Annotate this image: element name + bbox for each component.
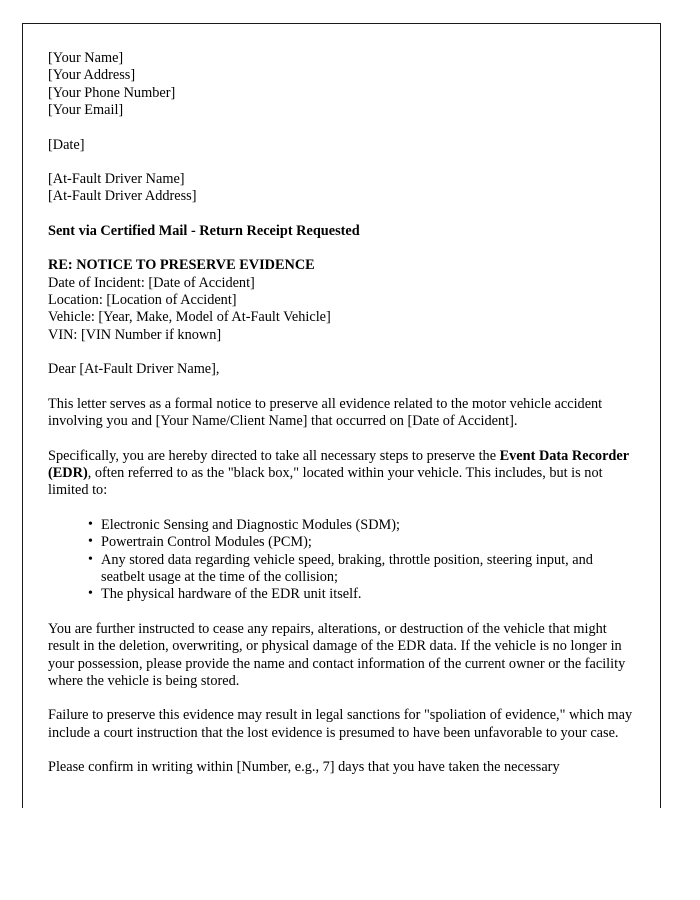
spacer xyxy=(48,379,636,396)
list-item: • Any stored data regarding vehicle speed, braking, throttle position, steering input, and seatbelt usage at the time of the collision; xyxy=(88,552,636,587)
recipient-address-block xyxy=(48,171,636,206)
list-item: • Electronic Sensing and Diagnostic Modules (SDM); xyxy=(88,517,636,534)
sender-phone: [Your Phone Number] xyxy=(48,84,176,101)
paragraph-spoliation-warning: Failure to preserve this evidence may result in legal sanctions for "spoliation of evidence," which may include a court instruction that the lost evidence is presumed to have been unfavorable to your case. xyxy=(48,707,633,741)
paragraph-edr-text-after: , often referred to as the "black box," located within your vehicle. This includes, but is not limited to: xyxy=(48,464,603,499)
list-item: • Powertrain Control Modules (PCM); xyxy=(88,534,636,551)
spacer xyxy=(48,154,636,171)
spacer xyxy=(48,120,636,137)
subject-block xyxy=(48,257,636,344)
spacer xyxy=(48,690,636,707)
edr-term: Event Data Recorder (EDR) xyxy=(48,447,629,481)
recipient-name: [At-Fault Driver Name] xyxy=(48,171,185,188)
paragraph-intro: This letter serves as a formal notice to preserve all evidence related to the motor vehicle accident involving you and [Your Name/Client Name] that occurred on [Date of Accident]. xyxy=(48,395,603,430)
spacer xyxy=(48,240,636,257)
spacer xyxy=(48,500,636,517)
delivery-method-block xyxy=(48,223,636,240)
paragraph-cease-repairs: You are further instructed to cease any repairs, alterations, or destruction of the vehicle that might result in the deletion, overwriting, or physical damage of the EDR data. If the vehicle is no longer in your possession, please provide the name and contact information of the current owner or the facility where the vehicle is being stored. xyxy=(48,620,626,689)
delivery-method-line: Sent via Certified Mail - Return Receipt Requested xyxy=(48,222,360,239)
sender-name: [Your Name] xyxy=(48,50,124,66)
incident-location-line: Location: [Location of Accident] xyxy=(48,292,237,309)
paragraph-confirmation-request: Please confirm in writing within [Number, e.g., 7] days that you have taken the necessary xyxy=(48,759,560,776)
salutation-line: Dear [At-Fault Driver Name], xyxy=(48,361,220,378)
evidence-list xyxy=(48,517,636,604)
incident-vehicle-line: Vehicle: [Year, Make, Model of At-Fault Vehicle] xyxy=(48,309,331,326)
incident-vin-line: VIN: [VIN Number if known] xyxy=(48,326,222,343)
spacer xyxy=(48,431,636,448)
salutation-block xyxy=(48,361,636,378)
date-block xyxy=(48,137,636,154)
sender-address: [Your Address] xyxy=(48,67,136,84)
incident-date-line: Date of Incident: [Date of Accident] xyxy=(48,274,255,291)
recipient-address: [At-Fault Driver Address] xyxy=(48,188,197,205)
spacer xyxy=(48,604,636,621)
re-line: RE: NOTICE TO PRESERVE EVIDENCE xyxy=(48,257,315,274)
spacer xyxy=(48,742,636,759)
list-item: • The physical hardware of the EDR unit itself. xyxy=(88,586,636,603)
sender-email: [Your Email] xyxy=(48,102,124,119)
document-body xyxy=(23,24,660,777)
spacer xyxy=(48,344,636,361)
document-page xyxy=(22,23,661,808)
date-line: [Date] xyxy=(48,136,85,153)
paragraph-edr-text-before: Specifically, you are hereby directed to take all necessary steps to preserve the xyxy=(48,447,500,464)
spacer xyxy=(48,206,636,223)
paragraph-edr-directive xyxy=(48,448,636,500)
sender-address-block xyxy=(48,50,636,120)
